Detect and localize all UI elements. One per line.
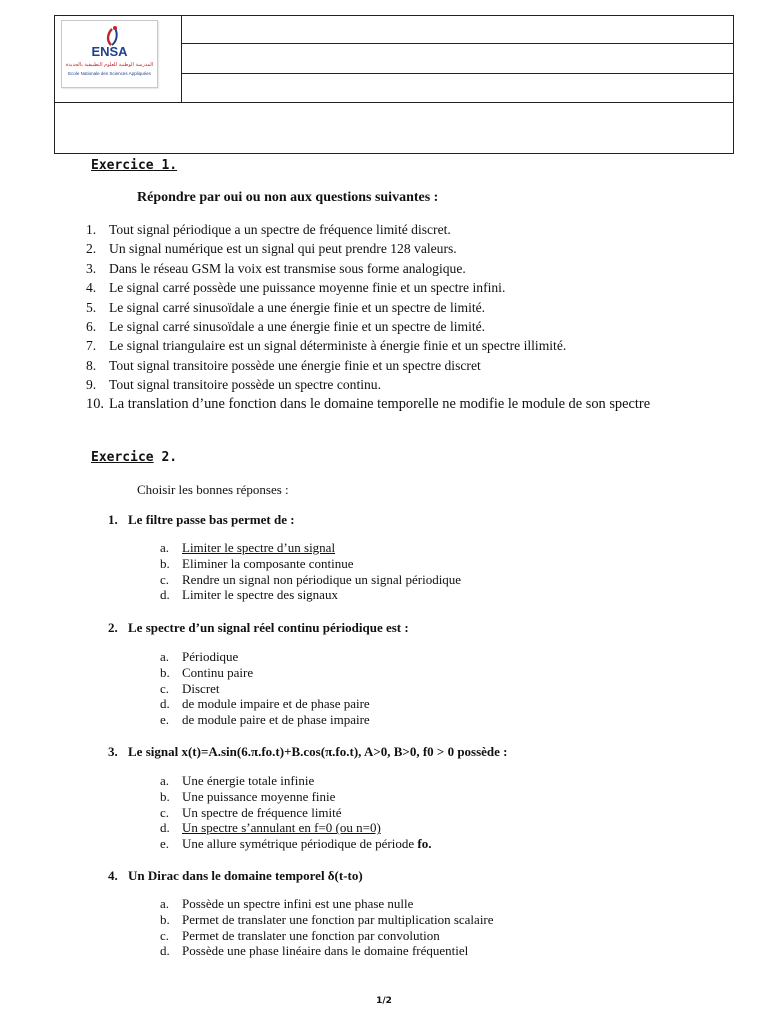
question-1-options: [160, 540, 461, 603]
list-item: e. Une allure symétrique périodique de période fo.: [160, 836, 432, 852]
list-item: 1. Tout signal périodique a un spectre de fréquence limité discret.: [86, 222, 451, 237]
list-item: c. Permet de translater une fonction par convolution: [160, 927, 440, 943]
list-item: b. Eliminer la composante continue: [160, 555, 354, 571]
list-item: 6. Le signal carré sinusoïdale a une énergie finie et un spectre de limité.: [86, 319, 486, 335]
list-item: d. Possède une phase linéaire dans le domaine fréquentiel: [160, 943, 469, 959]
list-item: a. Limiter le spectre d’un signal: [160, 540, 336, 555]
exercise-1-instruction: Répondre par oui ou non aux questions suivantes :: [137, 190, 439, 205]
exercise-1-questions: [86, 220, 650, 414]
exercise-1-title: Exercice 1.: [91, 158, 178, 173]
exercise-2-question-2: 2. Le spectre d’un signal réel continu périodique est :: [108, 620, 409, 635]
logo-cell: [55, 16, 182, 103]
question-3-options: [160, 773, 431, 852]
logo-arabic-text: المدرسة الوطنية للعلوم التطبيقية بالجديدة: [65, 62, 154, 68]
list-item: 3. Dans le réseau GSM la voix est transmise sous forme analogique.: [86, 260, 466, 276]
list-item: b. Permet de translater une fonction par multiplication scalaire: [160, 911, 494, 927]
list-item: b. Continu paire: [160, 664, 254, 680]
exercise-2-title: Exercice 2.: [91, 450, 178, 465]
list-item: 4. Le signal carré possède une puissance moyenne finie et un spectre infini.: [86, 280, 506, 296]
list-item: e. de module paire et de phase impaire: [160, 712, 370, 728]
list-item: c. Rendre un signal non périodique un signal périodique: [160, 571, 462, 587]
page-number: 1/2: [376, 996, 392, 1006]
exercise-2-question-3: 3. Le signal x(t)=A.sin(6.π.fo.t)+B.cos(π.fo.t), A>0, B>0, f0 > 0 possède :: [108, 744, 508, 759]
header-table: [54, 15, 734, 154]
list-item: a. Une énergie totale infinie: [160, 773, 315, 788]
list-item: 8. Tout signal transitoire possède une énergie finie et un spectre discret: [86, 357, 481, 373]
list-item: c. Discret: [160, 680, 220, 696]
list-item: 9. Tout signal transitoire possède un spectre continu.: [86, 377, 381, 393]
exercise-2-instruction: Choisir les bonnes réponses :: [137, 482, 289, 497]
question-4-options: [160, 896, 494, 959]
logo-name: ENSA: [91, 44, 128, 59]
header-cell-1: [182, 16, 734, 44]
list-item: d. Un spectre s’annulant en f=0 (ou n=0): [160, 820, 381, 836]
exercise-2-question-4: 4. Un Dirac dans le domaine temporel δ(t-to): [108, 868, 363, 883]
list-item: c. Un spectre de fréquence limité: [160, 804, 342, 820]
logo-french-text: Ecole Nationale des Sciences Appliquées: [68, 71, 151, 76]
list-item: 2. Un signal numérique est un signal qui peut prendre 128 valeurs.: [86, 241, 457, 257]
list-item: a. Possède un spectre infini est une phase nulle: [160, 896, 414, 911]
list-item: 10. La translation d’une fonction dans le domaine temporelle ne modifie le module de son spectre: [86, 395, 651, 412]
list-item: d. de module impaire et de phase paire: [160, 696, 370, 712]
header-wide-cell: [55, 103, 734, 154]
exercise-2-question-1: 1. Le filtre passe bas permet de :: [108, 512, 295, 527]
header-cell-3: [182, 74, 734, 103]
list-item: 5. Le signal carré sinusoïdale a une énergie finie et un spectre de limité.: [86, 299, 486, 315]
list-item: b. Une puissance moyenne finie: [160, 788, 336, 804]
question-2-options: [160, 649, 370, 728]
list-item: 7. Le signal triangulaire est un signal déterministe à énergie finie et un spectre illimité.: [86, 338, 567, 354]
list-item: d. Limiter le spectre des signaux: [160, 587, 338, 603]
header-cell-2: [182, 44, 734, 74]
list-item: a. Périodique: [160, 649, 239, 664]
ensa-logo: [61, 20, 158, 88]
